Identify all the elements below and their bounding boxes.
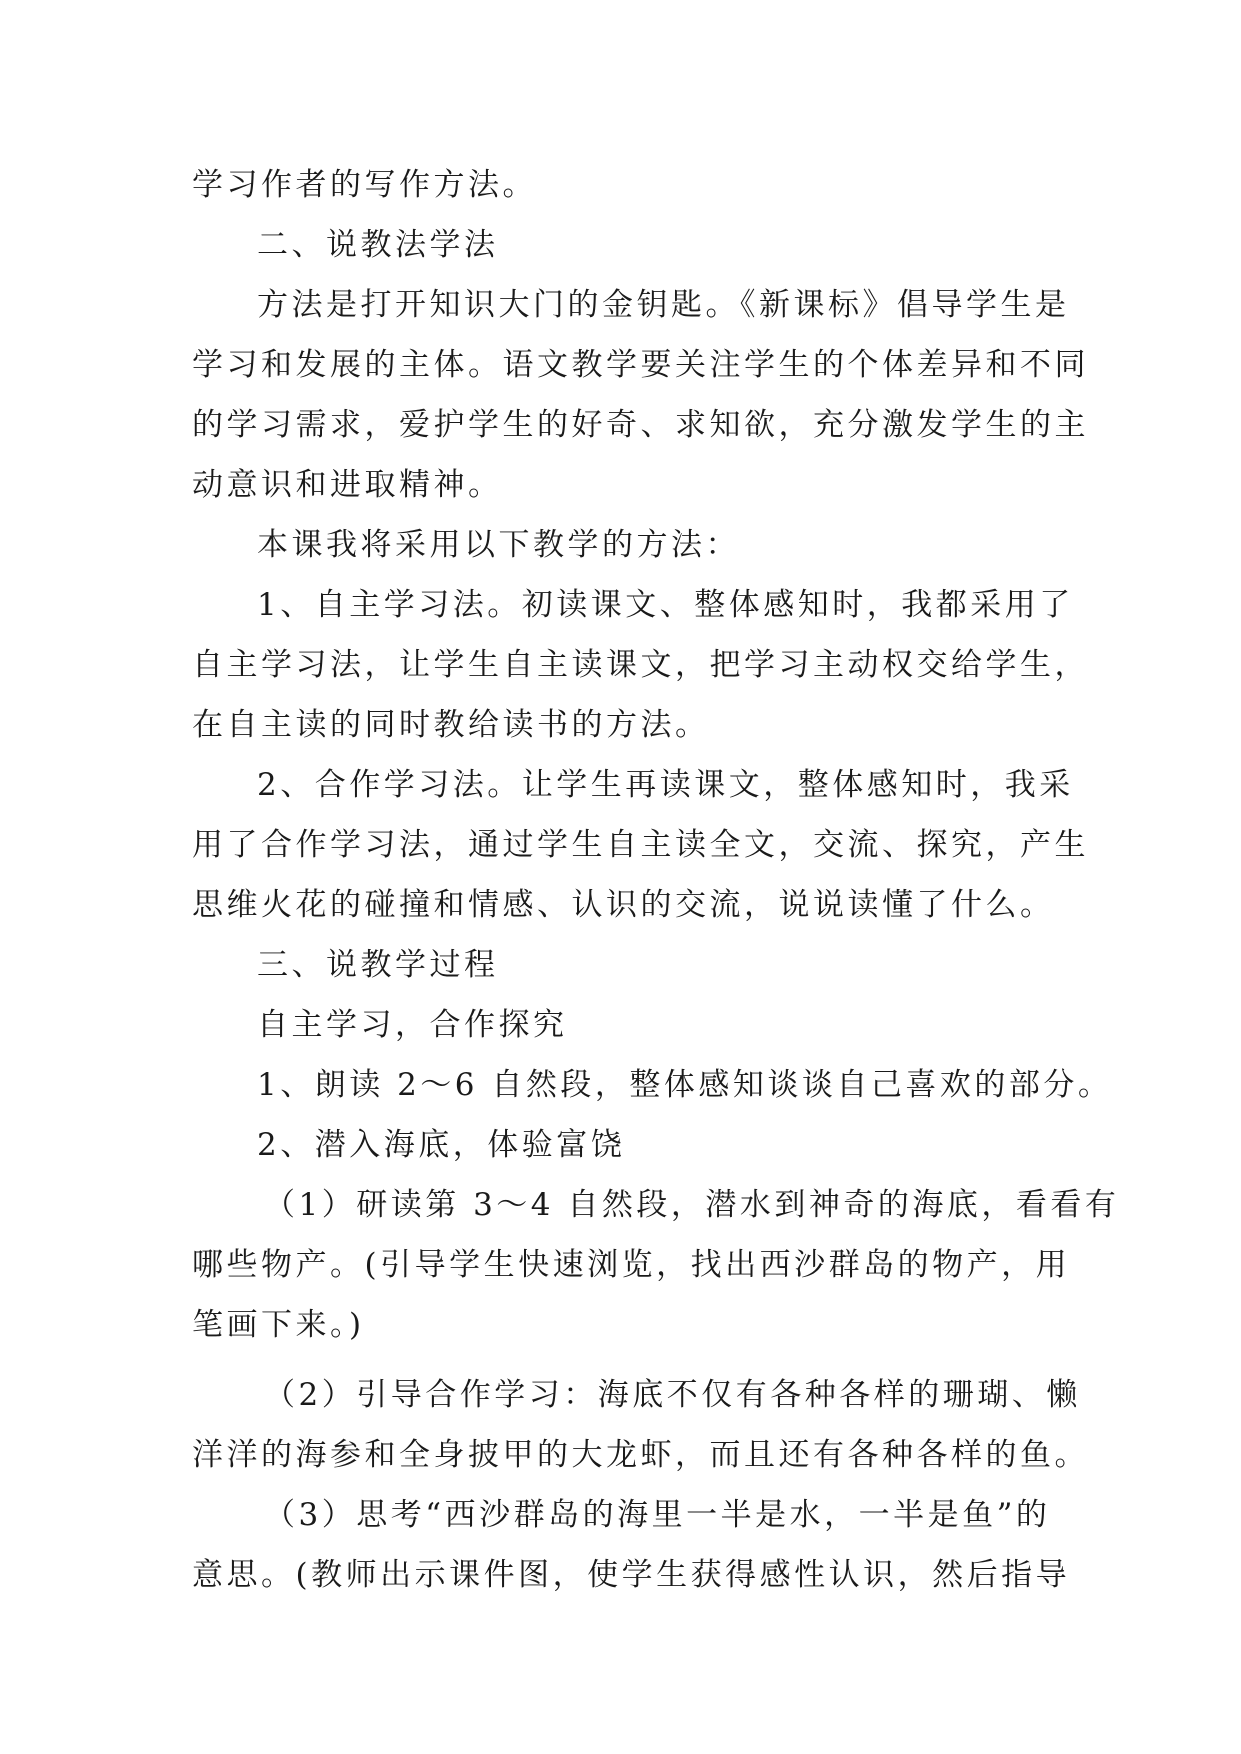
text-line: 本课我将采用以下教学的方法： <box>257 527 740 563</box>
text-line: 动意识和进取精神。 <box>192 467 503 503</box>
text-line: 的学习需求，爱护学生的好奇、求知欲，充分激发学生的主 <box>192 407 1089 443</box>
text-line: 意思。(教师出示课件图，使学生获得感性认识，然后指导 <box>192 1557 1071 1593</box>
section-heading: 三、说教学过程 <box>257 947 499 983</box>
text-line: 在自主读的同时教给读书的方法。 <box>192 707 710 743</box>
text-line: 学习作者的写作方法。 <box>192 167 537 203</box>
text-line: 1、自主学习法。初读课文、整体感知时，我都采用了 <box>257 587 1074 623</box>
text-line: 1、朗读 2～6 自然段，整体感知谈谈自己喜欢的部分。 <box>257 1067 1113 1103</box>
text-line: 思维火花的碰撞和情感、认识的交流，说说读懂了什么。 <box>192 887 1055 923</box>
text-line: 自主学习法，让学生自主读课文，把学习主动权交给学生， <box>192 647 1089 683</box>
section-heading: 二、说教法学法 <box>257 227 499 263</box>
text-line: 哪些物产。(引导学生快速浏览，找出西沙群岛的物产，用 <box>192 1247 1071 1283</box>
text-line: 方法是打开知识大门的金钥匙。《新课标》倡导学生是 <box>257 287 1070 323</box>
text-line: （1）研读第 3～4 自然段，潜水到神奇的海底，看看有 <box>264 1187 1120 1223</box>
text-line: 用了合作学习法，通过学生自主读全文，交流、探究，产生 <box>192 827 1089 863</box>
text-line: 学习和发展的主体。语文教学要关注学生的个体差异和不同 <box>192 347 1089 383</box>
text-line: 自主学习，合作探究 <box>257 1007 568 1043</box>
text-line: 2、合作学习法。让学生再读课文，整体感知时，我采 <box>257 767 1074 803</box>
text-line: （2）引导合作学习：海底不仅有各种各样的珊瑚、懒 <box>264 1377 1081 1413</box>
text-line: 笔画下来。) <box>192 1307 365 1343</box>
text-line: 洋洋的海参和全身披甲的大龙虾，而且还有各种各样的鱼。 <box>192 1437 1089 1473</box>
text-line: 2、潜入海底，体验富饶 <box>257 1127 626 1163</box>
text-line: （3）思考“西沙群岛的海里一半是水，一半是鱼”的 <box>264 1497 1051 1533</box>
